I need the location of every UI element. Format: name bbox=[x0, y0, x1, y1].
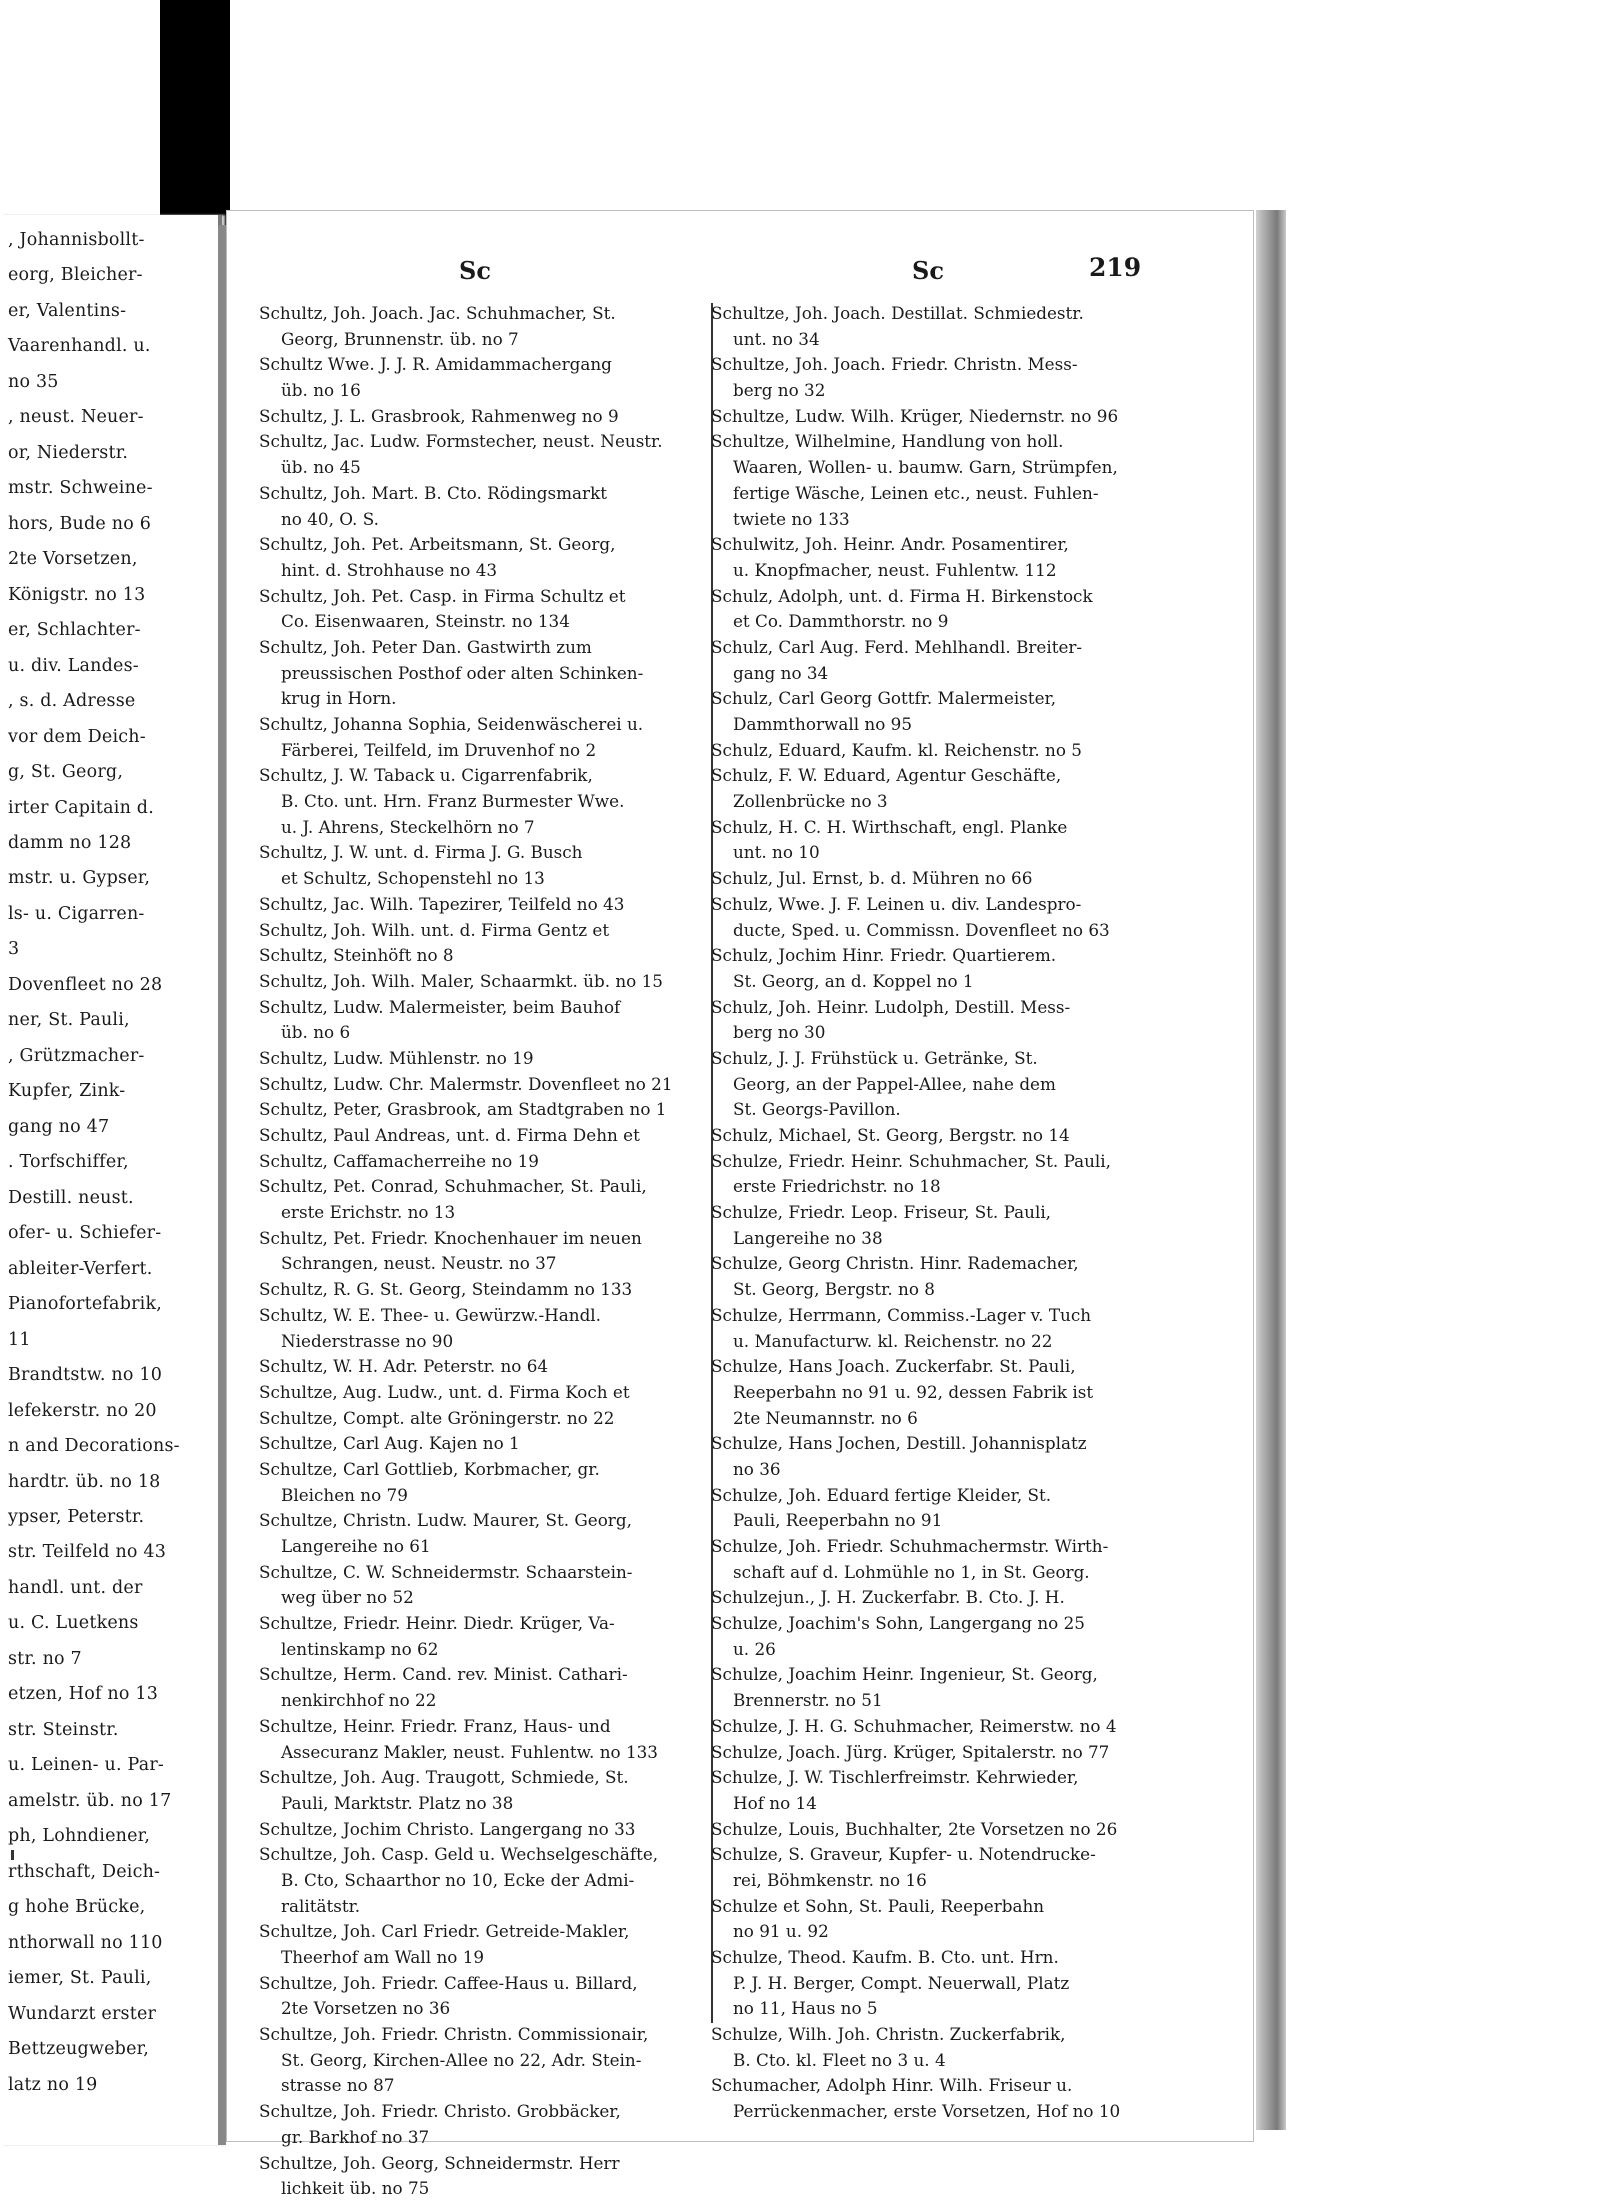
previous-page-text-fragment: n and Decorations- bbox=[8, 1436, 180, 1457]
directory-entry-line: Schulz, Carl Aug. Ferd. Mehlhandl. Breiter- bbox=[711, 636, 1083, 657]
directory-entry-line: Schultz, J. L. Grasbrook, Rahmenweg no 9 bbox=[259, 405, 619, 426]
directory-entry-line: Schulze, Joachim Heinr. Ingenieur, St. Georg, bbox=[711, 1664, 1098, 1685]
directory-entry-line: St. Georg, an d. Koppel no 1 bbox=[733, 970, 974, 991]
previous-page-text-fragment: , Grützmacher- bbox=[8, 1045, 145, 1066]
directory-entry-line: Schulze, Joh. Friedr. Schuhmachermstr. Wirth- bbox=[711, 1536, 1109, 1556]
previous-page-text-fragment: 3 bbox=[8, 939, 20, 960]
directory-entry-line: Schultze, Joh. Friedr. Christn. Commissionair, bbox=[259, 2024, 649, 2045]
directory-entry-line: Schultz, W. E. Thee- u. Gewürzw.-Handl. bbox=[259, 1304, 602, 1325]
directory-entry-line: Schultze, C. W. Schneidermstr. Schaarstein- bbox=[259, 1561, 633, 1582]
previous-page-text-fragment: Pianofortefabrik, bbox=[8, 1294, 163, 1315]
previous-page-text-fragment: mstr. u. Gypser, bbox=[8, 868, 151, 889]
previous-page-text-fragment: Wundarzt erster bbox=[8, 2003, 157, 2024]
directory-entry-line: Schultze, Joh. Carl Friedr. Getreide-Makler, bbox=[259, 1921, 630, 1942]
directory-entry-line: strasse no 87 bbox=[281, 2075, 395, 2096]
directory-entry-line: Schultze, Jochim Christo. Langergang no 33 bbox=[259, 1818, 636, 1839]
previous-page-text-fragment: nthorwall no 110 bbox=[8, 1932, 163, 1953]
directory-entry-line: ralitätstr. bbox=[281, 1895, 361, 1916]
directory-entry-line: rei, Böhmkenstr. no 16 bbox=[733, 1869, 927, 1890]
directory-entry-line: Georg, Brunnenstr. üb. no 7 bbox=[281, 328, 519, 349]
previous-page-text-fragment: u. Leinen- u. Par- bbox=[8, 1755, 165, 1776]
directory-entry-line: unt. no 10 bbox=[733, 842, 820, 863]
previous-page-text-fragment: etzen, Hof no 13 bbox=[8, 1684, 159, 1705]
directory-entry-line: Schulze, J. H. G. Schuhmacher, Reimerstw. no 4 bbox=[711, 1715, 1117, 1736]
directory-entry-line: Schultz, R. G. St. Georg, Steindamm no 133 bbox=[259, 1279, 633, 1300]
directory-page bbox=[226, 210, 1254, 2199]
directory-entry-line: Schulze, Theod. Kaufm. B. Cto. unt. Hrn. bbox=[711, 1947, 1059, 1967]
page-edge-shadow bbox=[1256, 210, 1286, 2130]
directory-entry-line: Schulze, Hans Joach. Zuckerfabr. St. Pauli, bbox=[711, 1356, 1076, 1377]
previous-page-text-fragment: or, Niederstr. bbox=[8, 442, 129, 463]
directory-entry-line: preussischen Posthof oder alten Schinken- bbox=[281, 662, 644, 683]
directory-entry-line: krug in Horn. bbox=[281, 688, 397, 709]
previous-page-text-fragment: g, St. Georg, bbox=[8, 762, 124, 783]
directory-entry-line: üb. no 6 bbox=[281, 1022, 351, 1043]
directory-entry-line: Schulz, H. C. H. Wirthschaft, engl. Planke bbox=[711, 816, 1068, 837]
directory-entry-line: ducte, Sped. u. Commissn. Dovenfleet no 63 bbox=[733, 919, 1110, 940]
directory-entry-line: Georg, an der Pappel-Allee, nahe dem bbox=[733, 1073, 1056, 1094]
directory-entry-line: no 40, O. S. bbox=[281, 508, 379, 529]
directory-entry-line: üb. no 45 bbox=[281, 457, 361, 478]
directory-entry-line: B. Cto, Schaarthor no 10, Ecke der Admi- bbox=[281, 1869, 635, 1890]
directory-entry-line: Schultz, Ludw. Chr. Malermstr. Dovenfleet no 21 bbox=[259, 1073, 673, 1094]
left-column-entries bbox=[259, 301, 749, 2202]
directory-entry-line: Schultz, Caffamacherreihe no 19 bbox=[259, 1150, 539, 1171]
previous-page-text-fragment: 11 bbox=[8, 1329, 31, 1350]
directory-entry-line: Langereihe no 38 bbox=[733, 1227, 883, 1248]
directory-entry-line: u. J. Ahrens, Steckelhörn no 7 bbox=[281, 816, 535, 837]
directory-entry-line: Schultz, Joh. Pet. Casp. in Firma Schultz et bbox=[259, 585, 626, 606]
page-number: 219 bbox=[1089, 253, 1142, 282]
directory-entry-line: Schultz, Jac. Wilh. Tapezirer, Teilfeld no 43 bbox=[259, 893, 625, 914]
directory-entry-line: Schultz, J. W. unt. d. Firma J. G. Busch bbox=[259, 842, 583, 863]
previous-page-fragment bbox=[0, 215, 222, 2145]
directory-entry-line: Schultz, Joh. Wilh. unt. d. Firma Gentz et bbox=[259, 919, 610, 940]
previous-page-text-fragment: rthschaft, Deich- bbox=[8, 1861, 161, 1882]
directory-entry-line: Schulz, J. J. Frühstück u. Getränke, St. bbox=[711, 1047, 1038, 1068]
previous-page-text-fragment: ableiter-Verfert. bbox=[8, 1258, 153, 1279]
directory-entry-line: schaft auf d. Lohmühle no 1, in St. Georg. bbox=[733, 1561, 1090, 1582]
directory-entry-line: St. Georg, Kirchen-Allee no 22, Adr. Stein- bbox=[281, 2049, 642, 2070]
previous-page-text-fragment: Brandtstw. no 10 bbox=[8, 1365, 163, 1386]
previous-page-text-fragment: Vaarenhandl. u. bbox=[8, 336, 151, 357]
directory-entry-line: Schulz, Carl Georg Gottfr. Malermeister, bbox=[711, 688, 1057, 709]
previous-page-text-fragment: amelstr. üb. no 17 bbox=[8, 1790, 172, 1811]
previous-page-text-fragment: er, Valentins- bbox=[8, 300, 127, 321]
directory-entry-line: Schultz, Ludw. Mühlenstr. no 19 bbox=[259, 1047, 534, 1068]
directory-entry-line: Theerhof am Wall no 19 bbox=[281, 1947, 485, 1967]
directory-entry-line: Schultz, Pet. Friedr. Knochenhauer im neuen bbox=[259, 1227, 642, 1248]
directory-entry-line: berg no 32 bbox=[733, 380, 826, 401]
directory-entry-line: no 91 u. 92 bbox=[733, 1921, 829, 1942]
directory-entry-line: St. Georg, Bergstr. no 8 bbox=[733, 1279, 935, 1300]
previous-page-text-fragment: ls- u. Cigarren- bbox=[8, 903, 145, 924]
previous-page-text-fragment: damm no 128 bbox=[8, 833, 132, 854]
directory-entry-line: Schultze, Heinr. Friedr. Franz, Haus- und bbox=[259, 1715, 611, 1736]
directory-entry-line: gang no 34 bbox=[733, 662, 829, 683]
directory-entry-line: Schulze, Georg Christn. Hinr. Rademacher, bbox=[711, 1253, 1079, 1274]
directory-entry-line: Schulze, Friedr. Heinr. Schuhmacher, St. Pauli, bbox=[711, 1150, 1112, 1171]
directory-entry-line: Schulze, Friedr. Leop. Friseur, St. Pauli, bbox=[711, 1202, 1052, 1223]
previous-page-text-fragment: . Torfschiffer, bbox=[8, 1152, 129, 1173]
previous-page-text-fragment: str. Teilfeld no 43 bbox=[8, 1542, 167, 1563]
directory-entry-line: B. Cto. kl. Fleet no 3 u. 4 bbox=[733, 2049, 946, 2070]
directory-entry-line: fertige Wäsche, Leinen etc., neust. Fuhlen- bbox=[733, 482, 1099, 503]
directory-entry-line: Assecuranz Makler, neust. Fuhlentw. no 133 bbox=[281, 1741, 658, 1762]
directory-entry-line: Brennerstr. no 51 bbox=[733, 1690, 883, 1711]
directory-entry-line: 2te Vorsetzen no 36 bbox=[281, 1998, 451, 2019]
directory-entry-line: Schultz, Joh. Peter Dan. Gastwirth zum bbox=[259, 636, 592, 657]
directory-entry-line: Schulz, Wwe. J. F. Leinen u. div. Landespro- bbox=[711, 893, 1082, 914]
directory-entry-line: Schultze, Joh. Friedr. Christo. Grobbäcker, bbox=[259, 2101, 621, 2122]
previous-page-text-fragment: iemer, St. Pauli, bbox=[8, 1968, 152, 1989]
directory-entry-line: Schulze, Joachim's Sohn, Langergang no 25 bbox=[711, 1613, 1085, 1634]
running-head-left: Sc bbox=[459, 256, 491, 285]
previous-page-text-fragment: hors, Bude no 6 bbox=[8, 513, 152, 534]
directory-entry-line: Pauli, Marktstr. Platz no 38 bbox=[281, 1792, 514, 1813]
directory-entry-line: Schultze, Joh. Joach. Friedr. Christn. Mess- bbox=[711, 354, 1078, 375]
previous-page-text-fragment: str. Steinstr. bbox=[8, 1719, 119, 1740]
directory-entry-line: Schultze, Joh. Joach. Destillat. Schmiedestr. bbox=[711, 303, 1084, 323]
previous-page-text-fragment: Destill. neust. bbox=[8, 1187, 134, 1208]
previous-page-text-fragment: u. C. Luetkens bbox=[8, 1613, 139, 1634]
directory-entry-line: unt. no 34 bbox=[733, 328, 820, 349]
directory-entry-line: Schultze, Friedr. Heinr. Diedr. Krüger, Va- bbox=[259, 1613, 615, 1634]
directory-entry-line: Schultze, Christn. Ludw. Maurer, St. Georg, bbox=[259, 1510, 632, 1531]
directory-entry-line: Schultz, Paul Andreas, unt. d. Firma Dehn et bbox=[259, 1125, 640, 1145]
directory-entry-line: Schultze, Joh. Georg, Schneidermstr. Herr bbox=[259, 2152, 620, 2173]
directory-entry-line: Schultz, Johanna Sophia, Seidenwäscherei u. bbox=[259, 714, 644, 734]
right-column-entries bbox=[711, 301, 1216, 2125]
directory-entry-line: berg no 30 bbox=[733, 1022, 826, 1043]
directory-entry-line: weg über no 52 bbox=[281, 1587, 414, 1608]
previous-page-text-fragment: ypser, Peterstr. bbox=[8, 1506, 145, 1527]
directory-entry-line: Schultz, Joh. Joach. Jac. Schuhmacher, St. bbox=[259, 303, 616, 323]
directory-entry-line: Schulz, F. W. Eduard, Agentur Geschäfte, bbox=[711, 765, 1062, 786]
directory-entry-line: Langereihe no 61 bbox=[281, 1536, 431, 1556]
directory-entry-line: Schultz, Joh. Pet. Arbeitsmann, St. Georg, bbox=[259, 534, 616, 555]
directory-entry-line: lentinskamp no 62 bbox=[281, 1638, 439, 1659]
previous-page-text-fragment: lefekerstr. no 20 bbox=[8, 1400, 157, 1421]
directory-entry-line: Schultz, Ludw. Malermeister, beim Bauhof bbox=[259, 996, 621, 1017]
previous-page-text-fragment: Dovenfleet no 28 bbox=[8, 974, 163, 995]
directory-entry-line: üb. no 16 bbox=[281, 380, 361, 401]
directory-entry-line: Perrückenmacher, erste Vorsetzen, Hof no 10 bbox=[733, 2101, 1121, 2122]
directory-entry-line: twiete no 133 bbox=[733, 508, 850, 529]
running-head-right: Sc bbox=[912, 256, 944, 285]
directory-entry-line: Schultz, Joh. Wilh. Maler, Schaarmkt. üb. no 15 bbox=[259, 970, 663, 991]
directory-entry-line: Niederstrasse no 90 bbox=[281, 1330, 454, 1351]
directory-entry-line: gr. Barkhof no 37 bbox=[281, 2126, 430, 2147]
directory-entry-line: u. Manufacturw. kl. Reichenstr. no 22 bbox=[733, 1330, 1053, 1351]
directory-entry-line: u. Knopfmacher, neust. Fuhlentw. 112 bbox=[733, 559, 1057, 580]
directory-entry-line: lichkeit üb. no 75 bbox=[281, 2178, 430, 2199]
directory-entry-line: Schulze, Joach. Jürg. Krüger, Spitalerstr. no 77 bbox=[711, 1741, 1110, 1762]
directory-entry-line: Schulze, Herrmann, Commiss.-Lager v. Tuch bbox=[711, 1304, 1092, 1325]
previous-page-text-fragment: Kupfer, Zink- bbox=[8, 1081, 126, 1102]
previous-page-text-fragment: g hohe Brücke, bbox=[8, 1897, 146, 1918]
directory-entry-line: Reeperbahn no 91 u. 92, dessen Fabrik ist bbox=[733, 1381, 1094, 1402]
directory-entry-line: Schultze, Joh. Aug. Traugott, Schmiede, St. bbox=[259, 1767, 629, 1788]
previous-page-text-fragment: gang no 47 bbox=[8, 1116, 110, 1137]
directory-entry-line: Waaren, Wollen- u. baumw. Garn, Strümpfen, bbox=[733, 457, 1118, 478]
previous-page-text-fragment: vor dem Deich- bbox=[8, 726, 146, 747]
previous-page-text-fragment: , Johannisbollt- bbox=[8, 230, 145, 250]
previous-page-text-fragment: ner, St. Pauli, bbox=[8, 1010, 130, 1031]
previous-page-text-fragment: , s. d. Adresse bbox=[8, 691, 136, 712]
directory-entry-line: Schultze, Herm. Cand. rev. Minist. Cathari- bbox=[259, 1664, 628, 1685]
previous-page-text-fragment: irter Capitain d. bbox=[8, 797, 154, 818]
directory-entry-line: 2te Neumannstr. no 6 bbox=[733, 1407, 918, 1428]
directory-entry-line: Schultz, Jac. Ludw. Formstecher, neust. Neustr. bbox=[259, 431, 663, 452]
directory-entry-line: Schultz, W. H. Adr. Peterstr. no 64 bbox=[259, 1356, 549, 1377]
directory-entry-line: Schultze, Joh. Casp. Geld u. Wechselgeschäfte, bbox=[259, 1844, 659, 1865]
directory-entry-line: Schultz, Steinhöft no 8 bbox=[259, 945, 454, 966]
directory-entry-line: hint. d. Strohhause no 43 bbox=[281, 559, 498, 580]
directory-entry-line: Schulz, Adolph, unt. d. Firma H. Birkenstock bbox=[711, 585, 1093, 606]
directory-entry-line: Schumacher, Adolph Hinr. Wilh. Friseur u. bbox=[711, 2075, 1073, 2096]
previous-page-text-fragment: er, Schlachter- bbox=[8, 620, 141, 641]
previous-page-text-fragment: u. div. Landes- bbox=[8, 655, 139, 676]
previous-page-text-fragment: ofer- u. Schiefer- bbox=[8, 1223, 162, 1244]
directory-entry-line: Schulz, Michael, St. Georg, Bergstr. no 14 bbox=[711, 1125, 1070, 1145]
directory-entry-line: no 36 bbox=[733, 1458, 781, 1479]
previous-page-text-fragment: no 35 bbox=[8, 371, 59, 392]
directory-entry-line: Schulzejun., J. H. Zuckerfabr. B. Cto. J. H. bbox=[711, 1587, 1065, 1608]
directory-entry-line: Schulze, Hans Jochen, Destill. Johannisplatz bbox=[711, 1433, 1087, 1454]
previous-page-text-fragment: , neust. Neuer- bbox=[8, 407, 144, 428]
directory-entry-line: et Co. Dammthorstr. no 9 bbox=[733, 611, 949, 632]
directory-entry-line: Schulz, Eduard, Kaufm. kl. Reichenstr. no 5 bbox=[711, 739, 1082, 760]
directory-entry-line: Schrangen, neust. Neustr. no 37 bbox=[281, 1253, 557, 1274]
page-gutter bbox=[218, 225, 226, 2145]
directory-entry-line: Schulze, Joh. Eduard fertige Kleider, St. bbox=[711, 1484, 1052, 1505]
directory-entry-line: Schulze, J. W. Tischlerfreimstr. Kehrwieder, bbox=[711, 1767, 1079, 1788]
directory-entry-line: St. Georgs-Pavillon. bbox=[733, 1099, 901, 1120]
previous-page-text-fragment: latz no 19 bbox=[8, 2074, 98, 2095]
directory-entry-line: Schultze, Wilhelmine, Handlung von holl. bbox=[711, 431, 1064, 452]
previous-page-text-fragment: Königstr. no 13 bbox=[8, 584, 146, 605]
directory-entry-line: Schultze, Carl Gottlieb, Korbmacher, gr. bbox=[259, 1458, 600, 1479]
directory-entry-line: Schulze, Louis, Buchhalter, 2te Vorsetzen no 26 bbox=[711, 1818, 1118, 1839]
directory-entry-line: Schulze, Wilh. Joh. Christn. Zuckerfabrik, bbox=[711, 2024, 1066, 2045]
directory-entry-line: erste Erichstr. no 13 bbox=[281, 1202, 456, 1223]
directory-entry-line: Schulz, Jul. Ernst, b. d. Mühren no 66 bbox=[711, 868, 1033, 889]
directory-entry-line: Färberei, Teilfeld, im Druvenhof no 2 bbox=[281, 739, 597, 760]
directory-entry-line: erste Friedrichstr. no 18 bbox=[733, 1176, 941, 1197]
directory-entry-line: Hof no 14 bbox=[733, 1792, 817, 1813]
directory-entry-line: Pauli, Reeperbahn no 91 bbox=[733, 1510, 943, 1531]
previous-page-text-fragment: mstr. Schweine- bbox=[8, 478, 153, 499]
directory-entry-line: Schultze, Carl Aug. Kajen no 1 bbox=[259, 1433, 520, 1454]
directory-entry-line: Schulz, Jochim Hinr. Friedr. Quartierem. bbox=[711, 945, 1057, 966]
directory-entry-line: Schultz, Joh. Mart. B. Cto. Rödingsmarkt bbox=[259, 482, 607, 503]
directory-entry-line: et Schultz, Schopenstehl no 13 bbox=[281, 868, 545, 889]
previous-page-text-fragment: eorg, Bleicher- bbox=[8, 265, 143, 286]
previous-page-text-fragment: Bettzeugweber, bbox=[8, 2039, 150, 2060]
directory-entry-line: u. 26 bbox=[733, 1638, 776, 1659]
book-gutter-shadow bbox=[160, 0, 230, 250]
previous-page-text-fragment: ph, Lohndiener, bbox=[8, 1826, 151, 1847]
directory-entry-line: Bleichen no 79 bbox=[281, 1484, 408, 1505]
directory-entry-line: Schultze, Compt. alte Gröningerstr. no 22 bbox=[259, 1407, 615, 1428]
directory-entry-line: Dammthorwall no 95 bbox=[733, 714, 912, 734]
directory-entry-line: Schultz, J. W. Taback u. Cigarrenfabrik, bbox=[259, 765, 593, 786]
previous-page-text-fragment: hardtr. üb. no 18 bbox=[8, 1471, 161, 1492]
directory-entry-line: Schultz Wwe. J. J. R. Amidammachergang bbox=[259, 354, 612, 375]
directory-entry-line: Zollenbrücke no 3 bbox=[733, 791, 888, 812]
previous-page-text-fragment: str. no 7 bbox=[8, 1648, 82, 1669]
directory-entry-line: Schultze, Ludw. Wilh. Krüger, Niedernstr. no 96 bbox=[711, 405, 1119, 426]
directory-entry-line: Schulze et Sohn, St. Pauli, Reeperbahn bbox=[711, 1895, 1045, 1916]
previous-page-text-fragment: 2te Vorsetzen, bbox=[8, 549, 138, 570]
directory-entry-line: Schultze, Joh. Friedr. Caffee-Haus u. Billard, bbox=[259, 1972, 638, 1993]
directory-entry-line: Co. Eisenwaaren, Steinstr. no 134 bbox=[281, 611, 570, 632]
directory-entry-line: Schultze, Aug. Ludw., unt. d. Firma Koch et bbox=[259, 1381, 630, 1402]
directory-entry-line: Schulwitz, Joh. Heinr. Andr. Posamentirer, bbox=[711, 534, 1069, 555]
directory-entry-line: Schulze, S. Graveur, Kupfer- u. Notendrucke- bbox=[711, 1844, 1096, 1865]
directory-entry-line: Schultz, Peter, Grasbrook, am Stadtgraben no 1 bbox=[259, 1099, 667, 1120]
directory-entry-line: no 11, Haus no 5 bbox=[733, 1998, 878, 2019]
directory-entry-line: Schulz, Joh. Heinr. Ludolph, Destill. Mess- bbox=[711, 996, 1071, 1017]
previous-page-text-fragment: handl. unt. der bbox=[8, 1577, 143, 1598]
directory-entry-line: Schultz, Pet. Conrad, Schuhmacher, St. Pauli, bbox=[259, 1176, 647, 1197]
directory-entry-line: B. Cto. unt. Hrn. Franz Burmester Wwe. bbox=[281, 791, 625, 812]
directory-entry-line: nenkirchhof no 22 bbox=[281, 1690, 437, 1711]
margin-mark bbox=[11, 1850, 14, 1860]
directory-entry-line: P. J. H. Berger, Compt. Neuerwall, Platz bbox=[733, 1972, 1070, 1993]
